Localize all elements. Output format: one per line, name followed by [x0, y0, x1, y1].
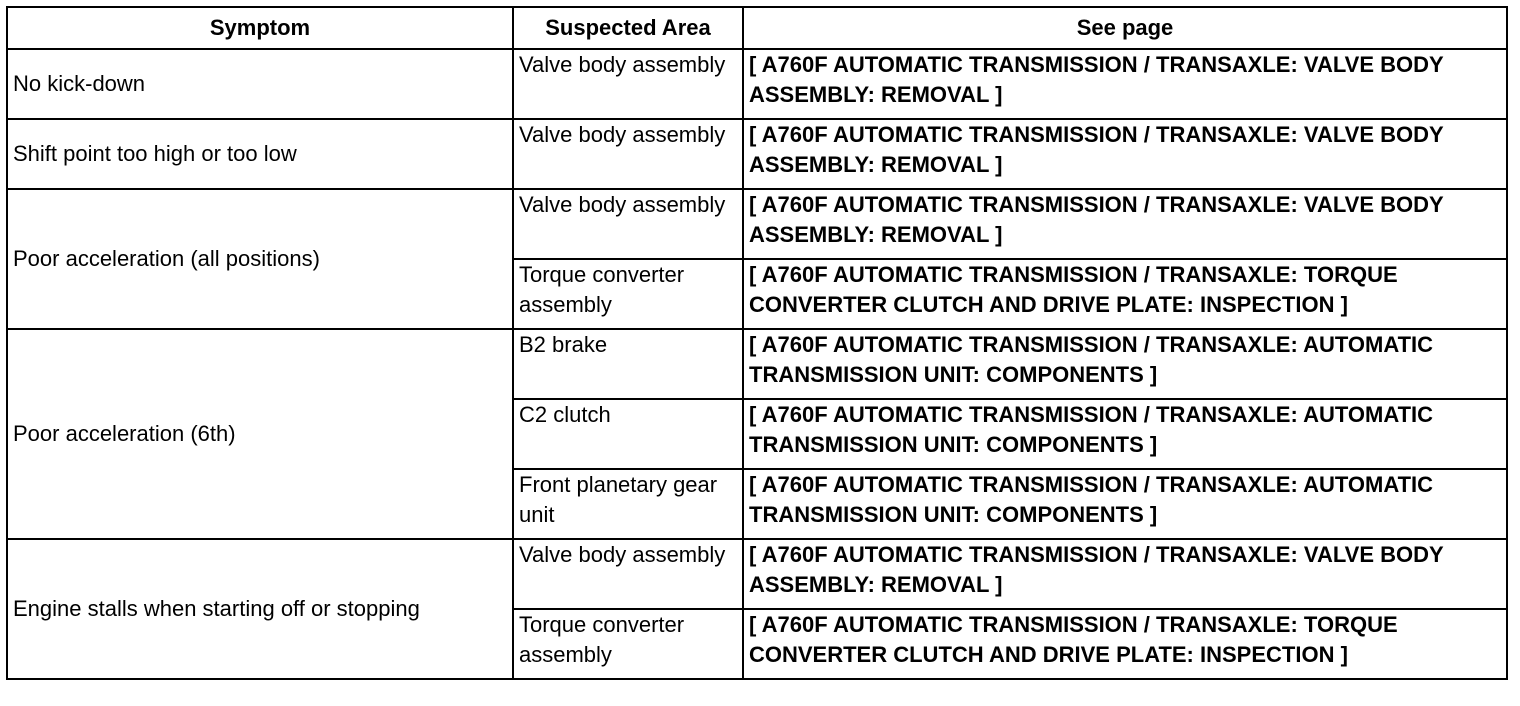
see-page-reference: [ A760F AUTOMATIC TRANSMISSION / TRANSAXLE: VALVE BODY ASSEMBLY: REMOVAL ] — [743, 49, 1507, 119]
table-row — [7, 119, 1507, 189]
suspected-area-cell: B2 brake — [513, 329, 743, 399]
suspected-area-cell: Torque converter assembly — [513, 259, 743, 329]
header-see-page: See page — [743, 7, 1507, 49]
table-row — [7, 539, 1507, 609]
see-page-reference: [ A760F AUTOMATIC TRANSMISSION / TRANSAXLE: AUTOMATIC TRANSMISSION UNIT: COMPONENTS ] — [743, 399, 1507, 469]
suspected-area-cell: Front planetary gear unit — [513, 469, 743, 539]
header-symptom: Symptom — [7, 7, 513, 49]
table-row — [7, 329, 1507, 399]
symptom-cell: Engine stalls when starting off or stopping — [7, 539, 513, 679]
table-body — [7, 49, 1507, 679]
see-page-reference: [ A760F AUTOMATIC TRANSMISSION / TRANSAXLE: AUTOMATIC TRANSMISSION UNIT: COMPONENTS ] — [743, 469, 1507, 539]
see-page-reference: [ A760F AUTOMATIC TRANSMISSION / TRANSAXLE: TORQUE CONVERTER CLUTCH AND DRIVE PLATE: INSPECTION ] — [743, 609, 1507, 679]
header-suspected-area: Suspected Area — [513, 7, 743, 49]
header-row — [7, 7, 1507, 49]
symptom-cell: No kick-down — [7, 49, 513, 119]
symptom-cell: Shift point too high or too low — [7, 119, 513, 189]
suspected-area-cell: Torque converter assembly — [513, 609, 743, 679]
suspected-area-cell: C2 clutch — [513, 399, 743, 469]
see-page-reference: [ A760F AUTOMATIC TRANSMISSION / TRANSAXLE: VALVE BODY ASSEMBLY: REMOVAL ] — [743, 119, 1507, 189]
suspected-area-cell: Valve body assembly — [513, 189, 743, 259]
see-page-reference: [ A760F AUTOMATIC TRANSMISSION / TRANSAXLE: VALVE BODY ASSEMBLY: REMOVAL ] — [743, 189, 1507, 259]
see-page-reference: [ A760F AUTOMATIC TRANSMISSION / TRANSAXLE: VALVE BODY ASSEMBLY: REMOVAL ] — [743, 539, 1507, 609]
suspected-area-cell: Valve body assembly — [513, 49, 743, 119]
suspected-area-cell: Valve body assembly — [513, 539, 743, 609]
table-header — [7, 7, 1507, 49]
symptom-table — [6, 6, 1508, 680]
suspected-area-cell: Valve body assembly — [513, 119, 743, 189]
symptom-cell: Poor acceleration (all positions) — [7, 189, 513, 329]
see-page-reference: [ A760F AUTOMATIC TRANSMISSION / TRANSAXLE: TORQUE CONVERTER CLUTCH AND DRIVE PLATE: INSPECTION ] — [743, 259, 1507, 329]
table-row — [7, 49, 1507, 119]
symptom-cell: Poor acceleration (6th) — [7, 329, 513, 539]
see-page-reference: [ A760F AUTOMATIC TRANSMISSION / TRANSAXLE: AUTOMATIC TRANSMISSION UNIT: COMPONENTS ] — [743, 329, 1507, 399]
table-row — [7, 189, 1507, 259]
